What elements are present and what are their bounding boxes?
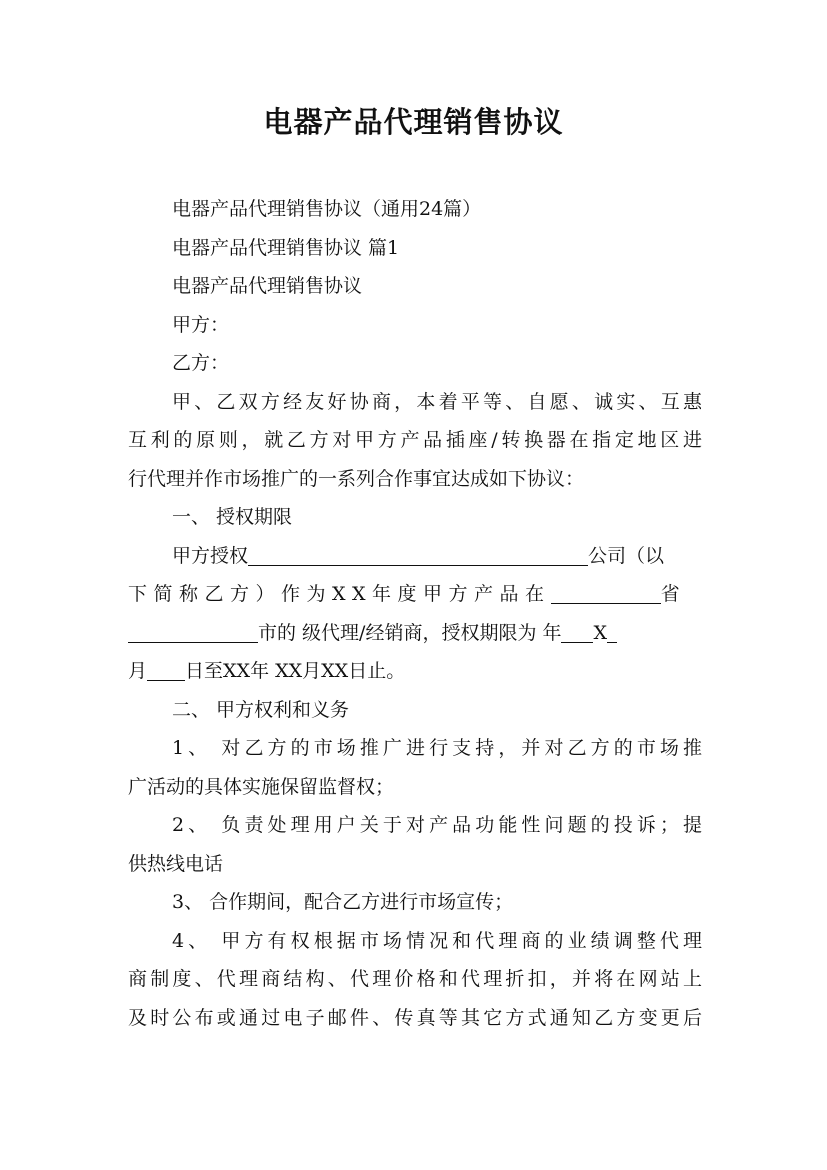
city-blank bbox=[128, 620, 258, 643]
item4-line-3: 及时公布或通过电子邮件、传真等其它方式通知乙方变更后 bbox=[128, 1006, 702, 1029]
subtitle-line: 电器产品代理销售协议（通用24篇） bbox=[172, 198, 482, 220]
company-blank bbox=[248, 543, 588, 566]
section1-text: 甲方授权 bbox=[172, 544, 249, 567]
item1-line-1: 1、 对乙方的市场推广进行支持，并对乙方的市场推 bbox=[172, 737, 702, 759]
item3-line-1: 3、 合作期间，配合乙方进行市场宣传； bbox=[172, 891, 514, 913]
intro-line-3: 行代理并作市场推广的一系列合作事宜达成如下协议： bbox=[128, 467, 585, 490]
agreement-name: 电器产品代理销售协议 bbox=[172, 275, 363, 297]
item1-line-2: 广活动的具体实施保留监督权； bbox=[128, 775, 395, 798]
party-a-label: 甲方： bbox=[172, 313, 230, 336]
section1-text: 月 bbox=[128, 660, 148, 682]
section1-text: 公司（以 bbox=[588, 544, 665, 567]
item4-line-2: 商制度、代理商结构、代理价格和代理折扣，并将在网站上 bbox=[128, 968, 702, 990]
item2-line-2: 供热线电话 bbox=[128, 852, 224, 875]
section1-text: X bbox=[593, 621, 608, 644]
document-body bbox=[128, 190, 702, 1037]
section1-heading: 一、 授权期限 bbox=[172, 506, 293, 528]
section1-line-2 bbox=[128, 575, 702, 614]
party-b-label: 乙方： bbox=[172, 352, 230, 374]
section1-text: 下简称乙方）作为XX年度甲方产品在 bbox=[128, 583, 551, 605]
section1-text: 省 bbox=[660, 583, 680, 605]
document-title: 电器产品代理销售协议 bbox=[263, 105, 564, 139]
intro-line-1: 甲、乙双方经友好协商，本着平等、自愿、诚实、互惠 bbox=[172, 390, 702, 413]
year-blank bbox=[561, 620, 593, 643]
section1-text: 市的 级代理/经销商，授权期限为 年 bbox=[258, 621, 562, 644]
article-heading: 电器产品代理销售协议 篇1 bbox=[172, 236, 400, 259]
section1-line-3 bbox=[128, 614, 702, 653]
day-blank bbox=[147, 658, 185, 681]
section1-line-1 bbox=[128, 537, 702, 576]
section1-line-4 bbox=[128, 652, 702, 691]
intro-line-2: 互利的原则，就乙方对甲方产品插座/转换器在指定地区进 bbox=[128, 429, 702, 451]
item4-line-1: 4、 甲方有权根据市场情况和代理商的业绩调整代理 bbox=[172, 929, 702, 952]
province-blank bbox=[551, 581, 661, 604]
section2-heading: 二、 甲方权利和义务 bbox=[172, 698, 350, 721]
item2-line-1: 2、 负责处理用户关于对产品功能性问题的投诉；提 bbox=[172, 814, 702, 836]
section1-text: 日至XX年 XX月XX日止。 bbox=[185, 660, 406, 682]
month-blank bbox=[607, 620, 617, 643]
